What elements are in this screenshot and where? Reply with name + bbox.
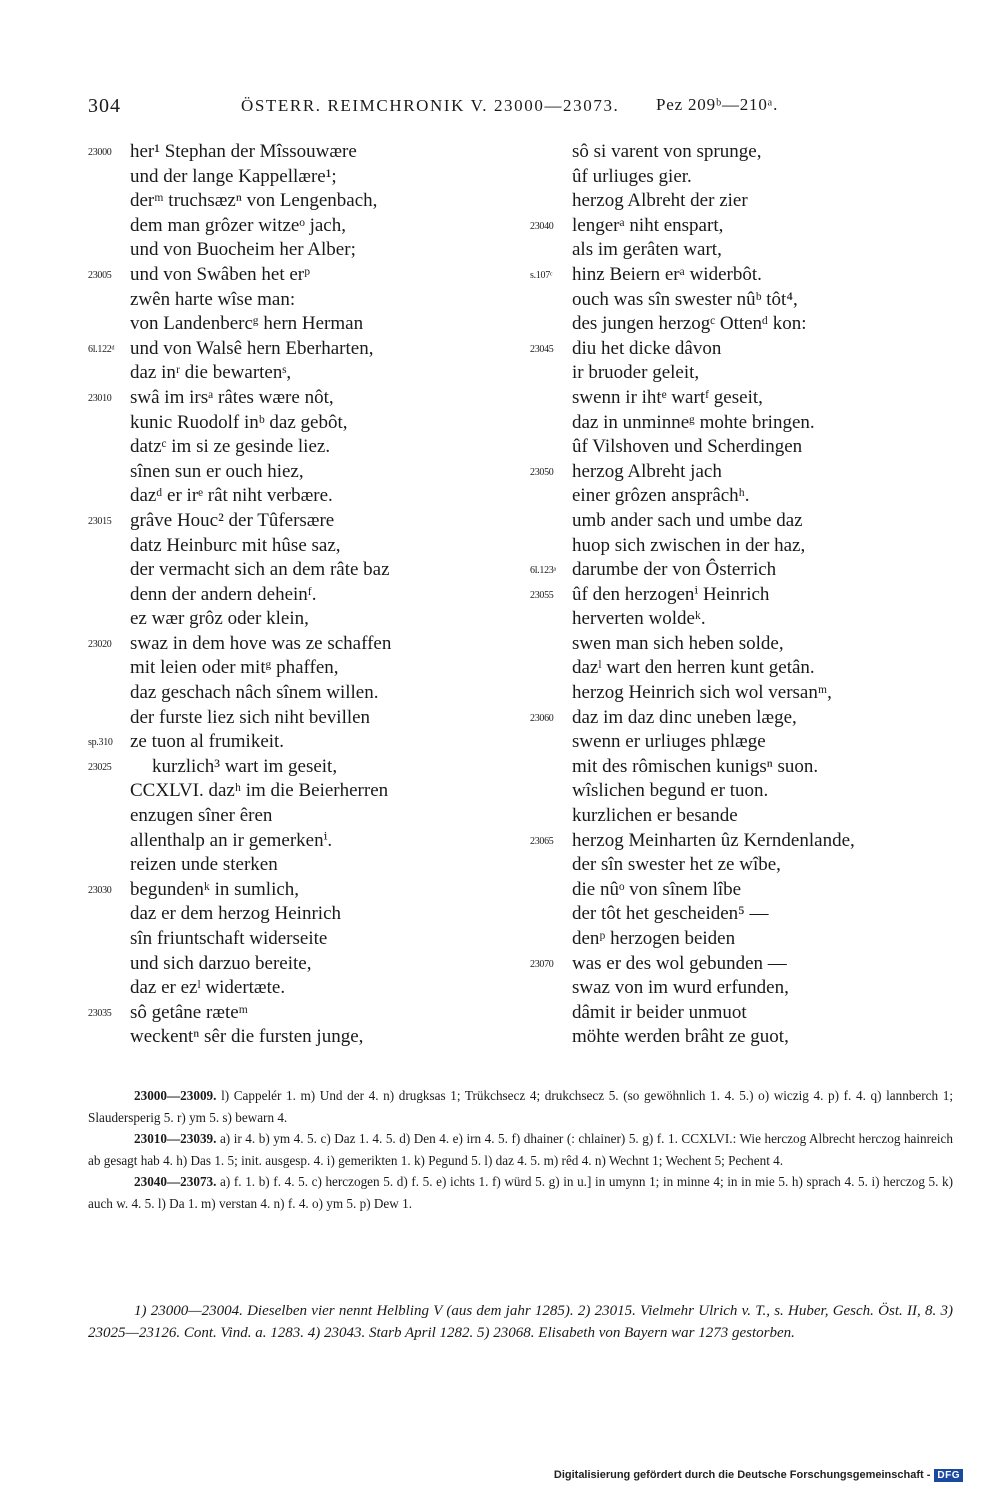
verse-line [88,927,478,952]
verse-line [88,607,478,632]
verse-line [88,386,478,411]
verse-text: daz geschach nâch sînem willen. [130,682,379,704]
line-number-marker: 23000 [88,147,112,158]
footer-text: Digitalisierung gefördert durch die Deutsche Forschungsgemeinschaft - [553,1469,931,1481]
verse-text: allenthalp an ir gemerkenⁱ. [130,829,333,851]
verse-text: datz Heinburc mit hûse saz, [130,534,341,556]
verse-text: swenn ir ihtᵉ wartᶠ geseit, [572,386,763,408]
verse-text: ze tuon al frumikeit. [130,731,285,753]
pez-reference: Pez 209ᵇ—210ᵃ. [656,95,779,114]
verse-text: sînen sun er ouch hiez, [130,460,304,482]
verse-text: swaz von im wurd erfunden, [572,977,789,999]
verse-text: was er des wol gebunden — [572,952,787,974]
verse-text: daz in unminneᵍ mohte bringen. [572,411,815,433]
line-number-marker: 23005 [88,269,112,281]
verse-line [530,583,950,608]
line-number-marker: 23055 [530,589,554,601]
verse-line [88,853,478,878]
line-number-marker: 23040 [530,220,554,232]
line-number-marker: 23015 [88,515,112,527]
variant-note-text: a) ir 4. b) ym 4. 5. c) Daz 1. 4. 5. d) Den 4. e) irn 4. 5. f) dhainer (: chlainer) 5. g) f. 1. CCXLVI.: Wie herczog Albrecht herczog hainreich ab gesagt hab 4. h) Das 1. 5; init. ausgesp. 4. i) gemerikten 1. k) Pegund 5. l) daz 4. 5. m) rêd 4. n) Wechnt 1; Wechent 5; Pechent 4. [88,1131,954,1168]
verse-text: einer grôzen ansprâchʰ. [572,485,750,507]
line-number-marker: 23060 [530,712,554,724]
verse-text: sô getâne ræteᵐ [130,1001,248,1023]
verse-text: herzog Albreht der zier [572,190,748,212]
verse-line [88,952,478,977]
verse-text: der tôt het gescheiden⁵ — [572,903,769,925]
verse-line [530,460,950,485]
verse-line [88,460,478,485]
line-number-marker: 23035 [88,1007,112,1019]
verse-line [530,607,950,632]
verse-line [88,361,478,386]
verse-text: begundenᵏ in sumlich, [130,878,300,900]
verse-text: zwên harte wîse man: [130,288,296,310]
verse-text: her¹ Stephan der Mîssouwære [130,141,357,162]
verse-text: wîslichen begund er tuon. [572,780,769,802]
verse-text: swaz in dem hove was ze schaffen [130,632,392,654]
verse-line [530,214,950,239]
variant-note-range: 23040—23073. [134,1174,217,1190]
verse-text: die nûᵒ von sînem lîbe [572,878,742,900]
verse-text: darumbe der von Ôsterrich [572,559,777,581]
verse-line [530,558,950,583]
dfg-logo: DFG [934,1469,963,1482]
verse-line [88,878,478,903]
verse-line [530,878,950,903]
verse-line [88,656,478,681]
verse-line [530,1025,950,1050]
verse-line [530,238,950,263]
verse-text: der furste liez sich niht bevillen [130,706,371,728]
verse-text: reizen unde sterken [130,854,278,876]
verse-text: dem man grôzer witzeᵒ jach, [130,214,346,236]
verse-text: ir bruoder geleit, [572,362,700,384]
verse-line [88,829,478,854]
verse-line [530,386,950,411]
verse-text: umb ander sach und umbe daz [572,509,803,531]
verse-text: und sich darzuo bereite, [130,952,312,974]
verse-line [530,952,950,977]
verse-text: daz inʳ die bewartenˢ, [130,362,292,384]
verse-line [530,337,950,362]
line-number-marker: 23065 [530,835,554,847]
verse-line [530,681,950,706]
verse-text: kurzlich³ wart im geseit, [152,755,338,777]
verse-text: des jungen herzogᶜ Ottenᵈ kon: [572,313,807,335]
footnote: 1) 23000—23004. Dieselben vier nennt Helbling V (aus dem jahr 1285). 2) 23015. Vielmehr Ulrich v. T., s. Huber, Gesch. Öst. II, 8. 3) 23025—23126. Cont. Vind. a. 1283. 4) 23043. Starb April 1282. 5) 23068. Elisabeth von Bayern war 1273 gestorben. [88,1303,953,1341]
verse-text: und der lange Kappellære¹; [130,165,337,187]
verse-text: datzᶜ im si ze gesinde liez. [130,436,331,458]
line-number-marker: 23020 [88,638,112,650]
verse-line [88,140,478,165]
verse-line [88,755,478,780]
verse-line [530,656,950,681]
verse-line [88,902,478,927]
line-number-marker: 23050 [530,466,554,478]
verse-line [530,1001,950,1026]
footnotes [88,1300,953,1344]
verse-text: daz er dem herzog Heinrich [130,903,342,925]
line-number-marker: 23010 [88,392,112,404]
verse-line [88,558,478,583]
verse-text: und von Buocheim her Alber; [130,239,356,261]
verse-text: ûf den herzogenⁱ Heinrich [572,583,770,605]
page-header [88,95,808,121]
verse-text: und von Walsê hern Eberharten, [130,337,374,359]
verse-text: kurzlichen er besande [572,805,738,827]
verse-line [530,435,950,460]
verse-text: CCXLVI. dazʰ im die Beierherren [130,780,389,802]
verse-line [88,337,478,362]
verse-text: derᵐ truchsæzⁿ von Lengenbach, [130,190,378,212]
verse-line [530,509,950,534]
verse-text: mit des rômischen kunigsⁿ suon. [572,755,819,777]
verse-text: ouch was sîn swester nûᵇ tôt⁴, [572,288,798,310]
verse-text: dazˡ wart den herren kunt getân. [572,657,815,679]
variant-note [88,1128,953,1171]
verse-line [530,632,950,657]
page-number: 304 [88,95,121,117]
verse-text: herzog Heinrich sich wol versanᵐ, [572,682,832,704]
verse-line [88,189,478,214]
line-number-marker: 23070 [530,958,554,970]
line-number-marker: 6l.123ᵃ [530,565,556,577]
verse-line [530,534,950,559]
verse-line [530,927,950,952]
line-number-marker: 6l.122ᵈ [88,343,115,355]
variant-notes [88,1085,953,1215]
verse-line [88,730,478,755]
verse-text: daz im daz dinc uneben læge, [572,706,797,728]
verse-line [88,509,478,534]
verse-line [88,1001,478,1026]
verse-line [88,583,478,608]
variant-note-text: a) f. 1. b) f. 4. 5. c) herczogen 5. d) f. 5. e) ichts 1. f) würd 5. g) in u.] in umynn 1; in minne 4; in in mie 5. h) sprach 4. 5. i) herczog 5. k) auch w. 4. 5. l) Da 1. m) verstan 4. n) f. 4. o) ym 5. p) Dew 1. [88,1174,954,1211]
verse-text: swenn er urliuges phlæge [572,731,766,753]
verse-text: mit leien oder mitᵍ phaffen, [130,657,339,679]
verse-text: möhte werden brâht ze guot, [572,1026,789,1048]
verse-text: denn der andern deheinᶠ. [130,583,317,605]
verse-column-left [88,140,478,1050]
verse-line [530,411,950,436]
verse-text: ûf Vilshoven und Scherdingen [572,436,803,458]
variant-note-range: 23010—23039. [134,1131,217,1147]
verse-text: swâ im irsᵃ râtes wære nôt, [130,386,334,408]
verse-text: herzog Meinharten ûz Kerndenlande, [572,829,855,851]
line-number-marker: sp.310 [88,737,113,749]
verse-line [530,165,950,190]
verse-line [530,361,950,386]
verse-line [530,706,950,731]
verse-text: lengerᵃ niht enspart, [572,214,724,236]
verse-line [530,755,950,780]
verse-line [88,484,478,509]
verse-line [88,238,478,263]
verse-line [530,853,950,878]
verse-text: sô si varent von sprunge, [572,141,762,162]
verse-column-right [530,140,950,1050]
verse-line [88,632,478,657]
verse-line [88,312,478,337]
verse-line [88,263,478,288]
verse-line [530,730,950,755]
verse-line [530,288,950,313]
verse-text: sîn friuntschaft widerseite [130,928,328,949]
verse-line [530,189,950,214]
verse-line [530,804,950,829]
verse-line [530,976,950,1001]
verse-text: von Landenbercᵍ hern Herman [130,313,364,335]
verse-line [88,779,478,804]
verse-line [88,435,478,460]
verse-text: dazᵈ er irᵉ rât niht verbære. [130,485,333,507]
verse-text: daz er ezˡ widertæte. [130,977,286,999]
variant-note [88,1085,953,1128]
verse-line [530,829,950,854]
verse-text: als im gerâten wart, [572,239,722,261]
variant-note-range: 23000—23009. [134,1088,217,1103]
verse-text: herzog Albreht jach [572,460,722,482]
verse-line [530,779,950,804]
footer-credit [554,1467,963,1483]
verse-text: grâve Houc² der Tûfersære [130,509,335,531]
verse-text: huop sich zwischen in der haz, [572,534,806,556]
verse-text: swen man sich heben solde, [572,632,784,654]
running-title: ÖSTERR. REIMCHRONIK V. 23000—23073. [241,96,620,115]
line-number-marker: 23025 [88,761,112,773]
verse-text: ez wær grôz oder klein, [130,608,309,630]
verse-text: denᵖ herzogen beiden [572,928,736,949]
verse-line [530,312,950,337]
verse-text: dâmit ir beider unmuot [572,1001,747,1023]
verse-text: der sîn swester het ze wîbe, [572,854,781,876]
verse-text: enzugen sîner êren [130,805,273,827]
verse-text: ûf urliuges gier. [572,165,692,187]
variant-note-text: l) Cappelér 1. m) Und der 4. n) drugksas 1; Trükchsecz 4; drukchsecz 5. (so gewöhnlich 1. 4. 5.) o) wiczig 4. p) f. 4. q) lannberch 1; Slaudersperig 5. r) ym 5. s) bewarn 4. [88,1088,954,1125]
verse-text: herverten woldeᵏ. [572,608,706,630]
verse-line [88,534,478,559]
variant-note [88,1171,953,1214]
line-number-marker: s.107ᶜ [530,269,553,281]
verse-line [88,214,478,239]
verse-line [530,263,950,288]
verse-line [530,140,950,165]
verse-line [88,288,478,313]
verse-text: diu het dicke dâvon [572,337,722,359]
verse-text: kunic Ruodolf inᵇ daz gebôt, [130,411,348,433]
line-number-marker: 23030 [88,884,112,896]
verse-line [88,1025,478,1050]
verse-line [530,902,950,927]
verse-line [530,484,950,509]
verse-text: weckentⁿ sêr die fursten junge, [130,1026,364,1048]
verse-line [88,681,478,706]
verse-text: hinz Beiern erᵃ widerbôt. [572,263,762,285]
verse-line [88,706,478,731]
verse-text: der vermacht sich an dem râte baz [130,559,390,581]
verse-line [88,976,478,1001]
verse-line [88,804,478,829]
verse-line [88,165,478,190]
line-number-marker: 23045 [530,343,554,355]
verse-line [88,411,478,436]
verse-text: und von Swâben het erᵖ [130,263,311,285]
